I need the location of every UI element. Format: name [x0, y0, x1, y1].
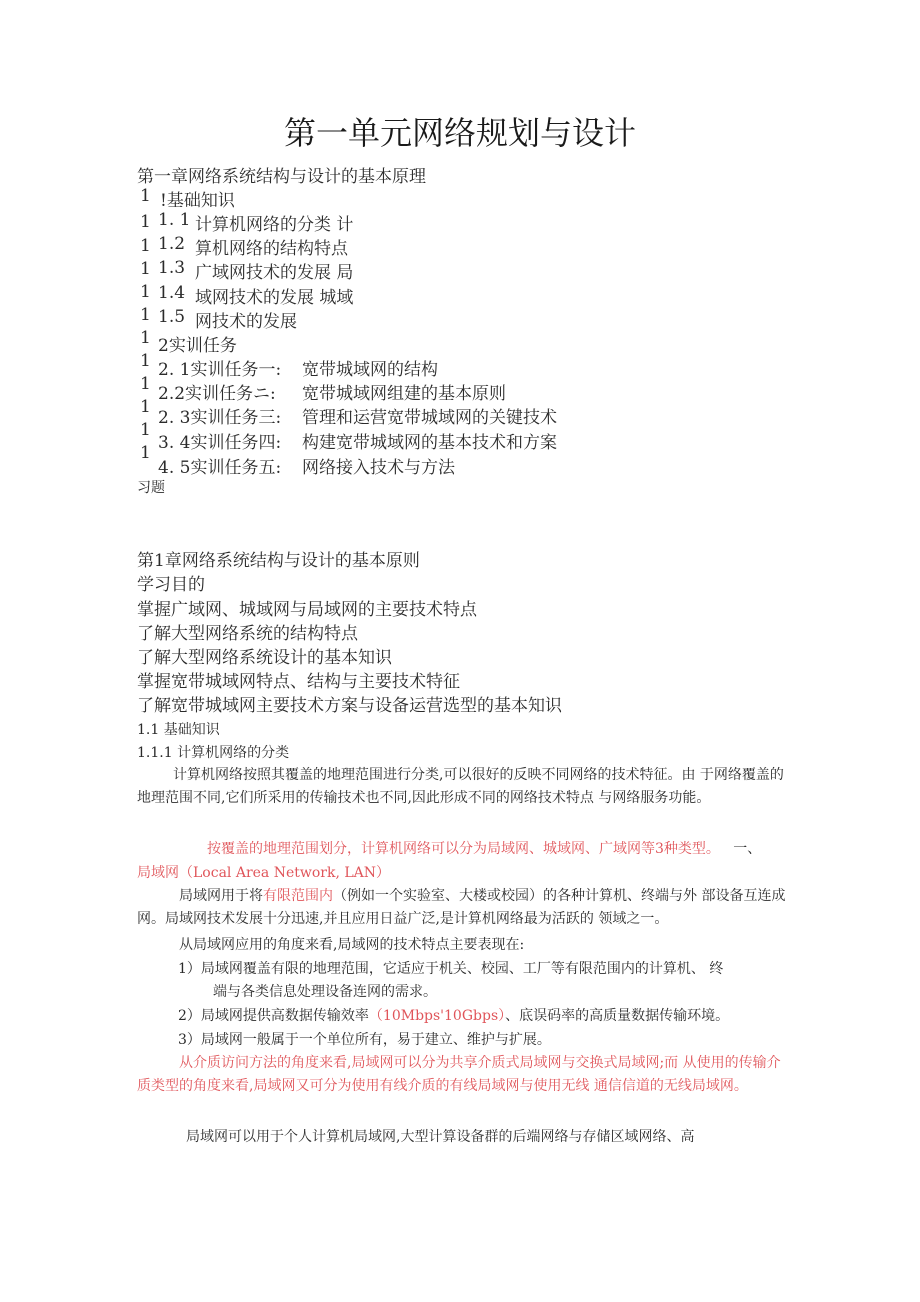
toc-task-label: 2.2实训任务ニ:: [158, 384, 276, 404]
enum-marker: 一、: [733, 841, 762, 857]
toc-task-label: 4. 5实训任务五:: [158, 458, 282, 478]
toc-digit: 1: [140, 212, 151, 232]
toc-digit: 1: [140, 282, 151, 302]
toc-task-text: 网络接入技术与方法: [302, 458, 455, 478]
toc-row-num: 1.3: [158, 258, 186, 278]
toc-section2: 2实训任务: [158, 336, 237, 356]
toc-digit: 1: [140, 236, 151, 256]
toc-task-text: 管理和运营宽带城域网的关键技术: [302, 408, 557, 428]
toc-digit: 1: [140, 443, 151, 463]
paragraph-lan: [137, 885, 787, 931]
list-item: [178, 1005, 729, 1025]
paragraph: 局域网可以用于个人计算机局域网,大型计算设备群的后端网络与存储区域网络、高: [186, 1129, 695, 1145]
toc-task-label: 2. 3实训任务三:: [158, 408, 282, 428]
list-item-continuation: 端与各类信息处理设备连网的需求。: [213, 984, 437, 1000]
toc-row-text: 广域网技术的发展 局: [195, 263, 354, 283]
paragraph-media-access: 从介质访问方法的角度来看,局域网可以分为共享介质式局域网与交换式局域网;而 从使用的传输介质类型的角度来看,局域网又可分为使用有线介质的有线局域网与使用无线 通信信道的无线局域网。: [137, 1055, 781, 1094]
list-item: 3）局域网一般属于一个单位所有，易于建立、维护与扩展。: [178, 1032, 551, 1048]
toc-exercises: 习题: [137, 480, 165, 496]
highlight-text: （10Mbps'10Gbps）: [368, 1008, 506, 1024]
toc-digit: 1: [140, 420, 151, 440]
toc-row-num: 1. 1: [158, 210, 191, 230]
text-run: （例如一个实验室、大楼或校园）的各种计算机、终端与外 部设备互连成网。局域网技术发展十分迅速,并且应用日益广泛,是计算机网络最为活跃的 领域之一。: [137, 888, 786, 927]
objective-item: 了解大型网络系统设计的基本知识: [137, 648, 392, 668]
toc-digit: 1: [140, 351, 151, 371]
objective-item: 掌握广域网、城域网与局域网的主要技术特点: [137, 600, 477, 620]
text-run: 2）局域网提供高数据传输效率: [178, 1008, 369, 1024]
toc-row-text: 域网技术的发展 城域: [195, 288, 354, 308]
objective-item: 了解宽带城域网主要技术方案与设备运营选型的基本知识: [137, 696, 562, 716]
objectives-title: 学习目的: [137, 575, 205, 595]
list-item: 1）局域网覆盖有限的地理范围，它适应于机关、校园、工厂等有限范围内的计算机、 终: [178, 961, 724, 977]
lan-heading: 局域网（Local Area Network, LAN）: [137, 865, 391, 881]
objective-item: 了解大型网络系统的结构特点: [137, 624, 358, 644]
toc-task-text: 构建宽带城域网的基本技术和方案: [302, 433, 557, 453]
toc-row-num: 1.4: [158, 283, 186, 303]
paragraph: 从局域网应用的角度来看,局域网的技术特点主要表现在:: [179, 937, 525, 953]
toc-row-text: 网技术的发展: [195, 312, 297, 332]
paragraph-classification: [137, 838, 787, 861]
toc-row-text: 算机网络的结构特点: [195, 239, 348, 259]
toc-task-label: 3. 4实训任务四:: [158, 433, 282, 453]
paragraph: 计算机网络按照其覆盖的地理范围进行分类,可以很好的反映不同网络的技术特征。由 于网络覆盖的地理范围不同,它们所采用的传输技术也不同,因此形成不同的网络技术特点 与网络服务功能。: [137, 767, 784, 806]
toc-task-text: 宽带城域网的结构: [302, 360, 438, 380]
text-run: 、底误码率的高质量数据传输环境。: [505, 1008, 730, 1024]
toc-section1: !基础知识: [160, 191, 235, 211]
toc-row-num: 1.5: [158, 307, 186, 327]
page-title: 第一单元网络规划与设计: [283, 114, 636, 152]
toc-task-text: 宽带城域网组建的基本原则: [302, 384, 506, 404]
toc-digit: 1: [140, 186, 151, 206]
highlight-text: 有限范围内: [263, 888, 333, 904]
highlight-text: 按覆盖的地理范围划分，计算机网络可以分为局域网、城域网、广域网等3种类型。: [207, 841, 720, 857]
toc-digit: 1: [140, 328, 151, 348]
chapter-heading: 第1章网络系统结构与设计的基本原则: [137, 551, 420, 571]
text-run: 局域网用于将: [179, 888, 263, 904]
section-1-1: 1.1 基础知识: [137, 722, 220, 738]
objective-item: 掌握宽带城域网特点、结构与主要技术特征: [137, 672, 460, 692]
toc-digit: 1: [140, 397, 151, 417]
toc-chapter: 第一章网络系统结构与设计的基本原理: [137, 167, 426, 187]
toc-digit: 1: [140, 374, 151, 394]
toc-digit: 1: [140, 259, 151, 279]
toc-digit: 1: [140, 305, 151, 325]
toc-row-text: 计算机网络的分类 计: [195, 215, 354, 235]
toc-row-num: 1.2: [158, 234, 186, 254]
toc-task-label: 2. 1实训任务一:: [158, 360, 282, 380]
section-1-1-1: 1.1.1 计算机网络的分类: [137, 745, 290, 761]
